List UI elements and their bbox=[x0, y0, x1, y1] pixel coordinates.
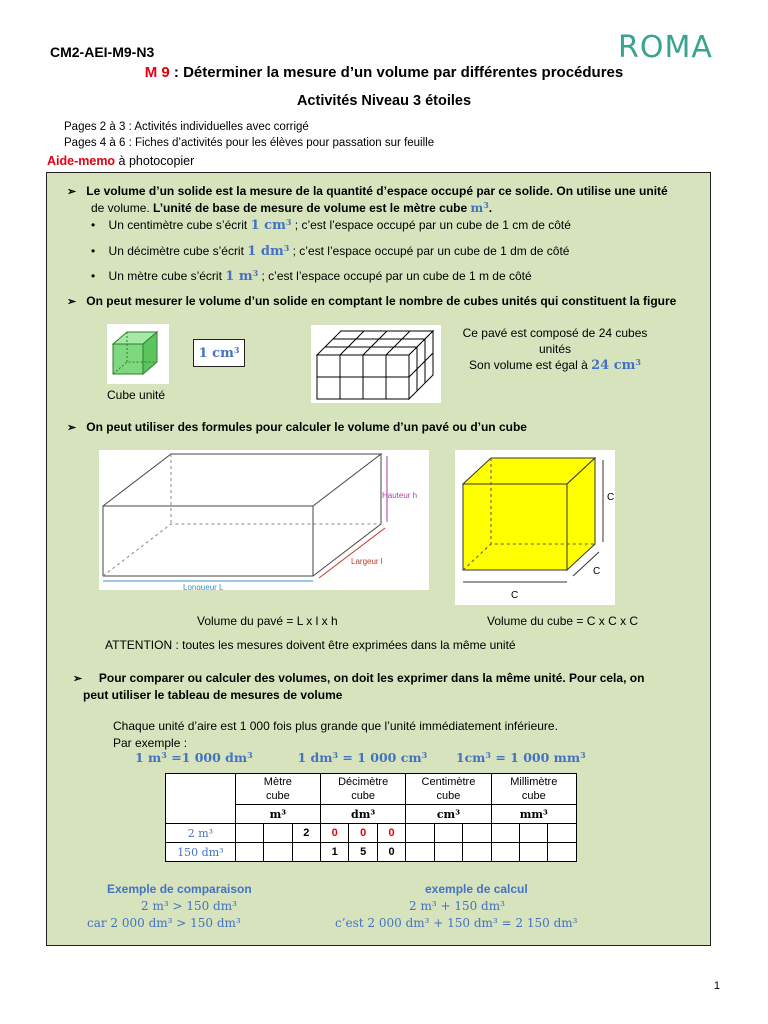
table-row: 150 dm³ 1 5 0 bbox=[166, 843, 577, 862]
attention-note: ATTENTION : toutes les mesures doivent être exprimées dans la même unité bbox=[105, 638, 516, 652]
example-intro: Par exemple : bbox=[113, 736, 188, 750]
pave-description: Ce pavé est composé de 24 cubes unités Son volume est égal à 24 $cm^3$ bbox=[462, 326, 648, 373]
cube-unit-label: Cube unité bbox=[107, 388, 166, 402]
bullet-icon: • bbox=[91, 218, 96, 232]
memo-box bbox=[46, 172, 711, 946]
volume-cube-formula: Volume du cube = C x C x C bbox=[487, 614, 639, 628]
abbr-cm3: cm³ bbox=[406, 805, 491, 824]
header-mm3: Millimètre cube bbox=[491, 774, 576, 805]
bullet-cm3: • Un centimètre cube s’écrit 1 $cm^3$ ; c’est l’espace occupé par un cube de 1 cm de côté bbox=[91, 217, 571, 233]
abbr-dm3: dm³ bbox=[320, 805, 405, 824]
unit-cube-figure bbox=[107, 324, 169, 384]
calc-title: exemple de calcul bbox=[425, 882, 528, 896]
def-line2b: L’unité de base de mesure de volume est le mètre cube bbox=[153, 201, 468, 215]
largeur-label: Largeur l bbox=[351, 557, 383, 566]
page-number: 1 bbox=[713, 980, 720, 992]
counting-heading: ➢ On peut mesurer le volume d’un solide en comptant le nombre de cubes unités qui constituent la figure bbox=[67, 294, 677, 308]
bullet-dm3: • Un décimètre cube s’écrit 1 $dm^3$ ; c’est l’espace occupé par un cube de 1 dm de côté bbox=[91, 243, 570, 259]
roma-logo: ROMA bbox=[618, 30, 713, 65]
def-line1: Le volume d’un solide est la mesure de la quantité d’espace occupé par ce solide. On utilise une unité bbox=[86, 184, 668, 198]
title-text: : Déterminer la mesure d’un volume par différentes procédures bbox=[169, 64, 624, 81]
abbr-mm3: mm³ bbox=[491, 805, 576, 824]
header-cm3: Centimètre cube bbox=[406, 774, 491, 805]
page-title bbox=[0, 64, 768, 81]
calc-line2: c’est 2 000 dm³ + 150 dm³ = 2 150 dm³ bbox=[335, 916, 578, 930]
definition-paragraph: ➢ Le volume d’un solide est la mesure de la quantité d’espace occupé par ce solide. On utilise une unité de volume. L’unité de base de mesure de volume est le mètre cube $m^3$. bbox=[67, 184, 668, 215]
comparison-title: Exemple de comparaison bbox=[107, 882, 252, 896]
page-subtitle: Activités Niveau 3 étoiles bbox=[296, 93, 472, 109]
c-label-height: C bbox=[607, 492, 615, 503]
bullet-m3: • Un mètre cube s’écrit 1 $m^3$ ; c’est l’espace occupé par un cube de 1 m de côté bbox=[91, 268, 532, 284]
header-dm3: Décimètre cube bbox=[320, 774, 405, 805]
volume-units-table bbox=[165, 773, 577, 862]
bullet-icon: • bbox=[91, 244, 96, 258]
bullet-icon: • bbox=[91, 269, 96, 283]
c-label-width: C bbox=[511, 590, 519, 601]
hauteur-label: Hauteur h bbox=[382, 491, 418, 500]
document-code: CM2-AEI-M9-N3 bbox=[50, 44, 155, 60]
header-m3: Mètre cube bbox=[235, 774, 320, 805]
aide-memo-label: Aide-memo bbox=[47, 154, 116, 168]
comparison-line1: 2 m³ > 150 dm³ bbox=[141, 899, 237, 913]
aide-memo-rest: à photocopier bbox=[115, 154, 195, 168]
pave-figure bbox=[99, 450, 429, 590]
arrow-icon: ➢ bbox=[73, 673, 83, 685]
row-label: 2 m³ bbox=[166, 824, 236, 843]
cube-figure bbox=[455, 450, 615, 605]
abbr-m3: m³ bbox=[235, 805, 320, 824]
module-id: M 9 bbox=[144, 64, 170, 81]
pave-cubes-figure bbox=[311, 325, 441, 403]
table-row: 2 m³ 2 0 0 0 bbox=[166, 824, 577, 843]
c-label-depth: C bbox=[593, 566, 601, 577]
arrow-icon: ➢ bbox=[67, 422, 77, 434]
pages-note-1: Pages 2 à 3 : Activités individuelles avec corrigé bbox=[64, 121, 309, 133]
arrow-icon: ➢ bbox=[67, 186, 77, 198]
comparison-line2: car 2 000 dm³ > 150 dm³ bbox=[87, 916, 241, 930]
def-line2a: de volume. bbox=[91, 201, 154, 215]
def-unit: $m^3$ bbox=[470, 200, 489, 215]
calc-line1: 2 m³ + 150 dm³ bbox=[409, 899, 505, 913]
unit-box: 1 $cm^3$ bbox=[193, 339, 245, 367]
factor-line: Chaque unité d’aire est 1 000 fois plus grande que l’unité immédiatement inférieure. bbox=[113, 719, 558, 733]
longueur-label: Longueur L bbox=[183, 583, 224, 590]
volume-pave-formula: Volume du pavé = L x l x h bbox=[197, 614, 338, 628]
compare-paragraph: ➢ Pour comparer ou calculer des volumes, on doit les exprimer dans la même unité. Pour cela, on peut utiliser le tableau de mesures de volume bbox=[73, 671, 645, 702]
formula-heading: ➢ On peut utiliser des formules pour calculer le volume d’un pavé ou d’un cube bbox=[67, 420, 527, 434]
row-label: 150 dm³ bbox=[166, 843, 236, 862]
arrow-icon: ➢ bbox=[67, 296, 77, 308]
aide-memo-line bbox=[47, 154, 194, 168]
pages-note-2: Pages 4 à 6 : Fiches d’activités pour les élèves pour passation sur feuille bbox=[64, 137, 435, 149]
table-corner bbox=[166, 774, 236, 824]
equivalence-line: 1 $m^3 =1$ 000 $dm^3$ 1 $dm^3 = 1$ 000 $cm^3$ $1cm^3 = 1$ 000 $mm^3$ bbox=[135, 750, 586, 765]
